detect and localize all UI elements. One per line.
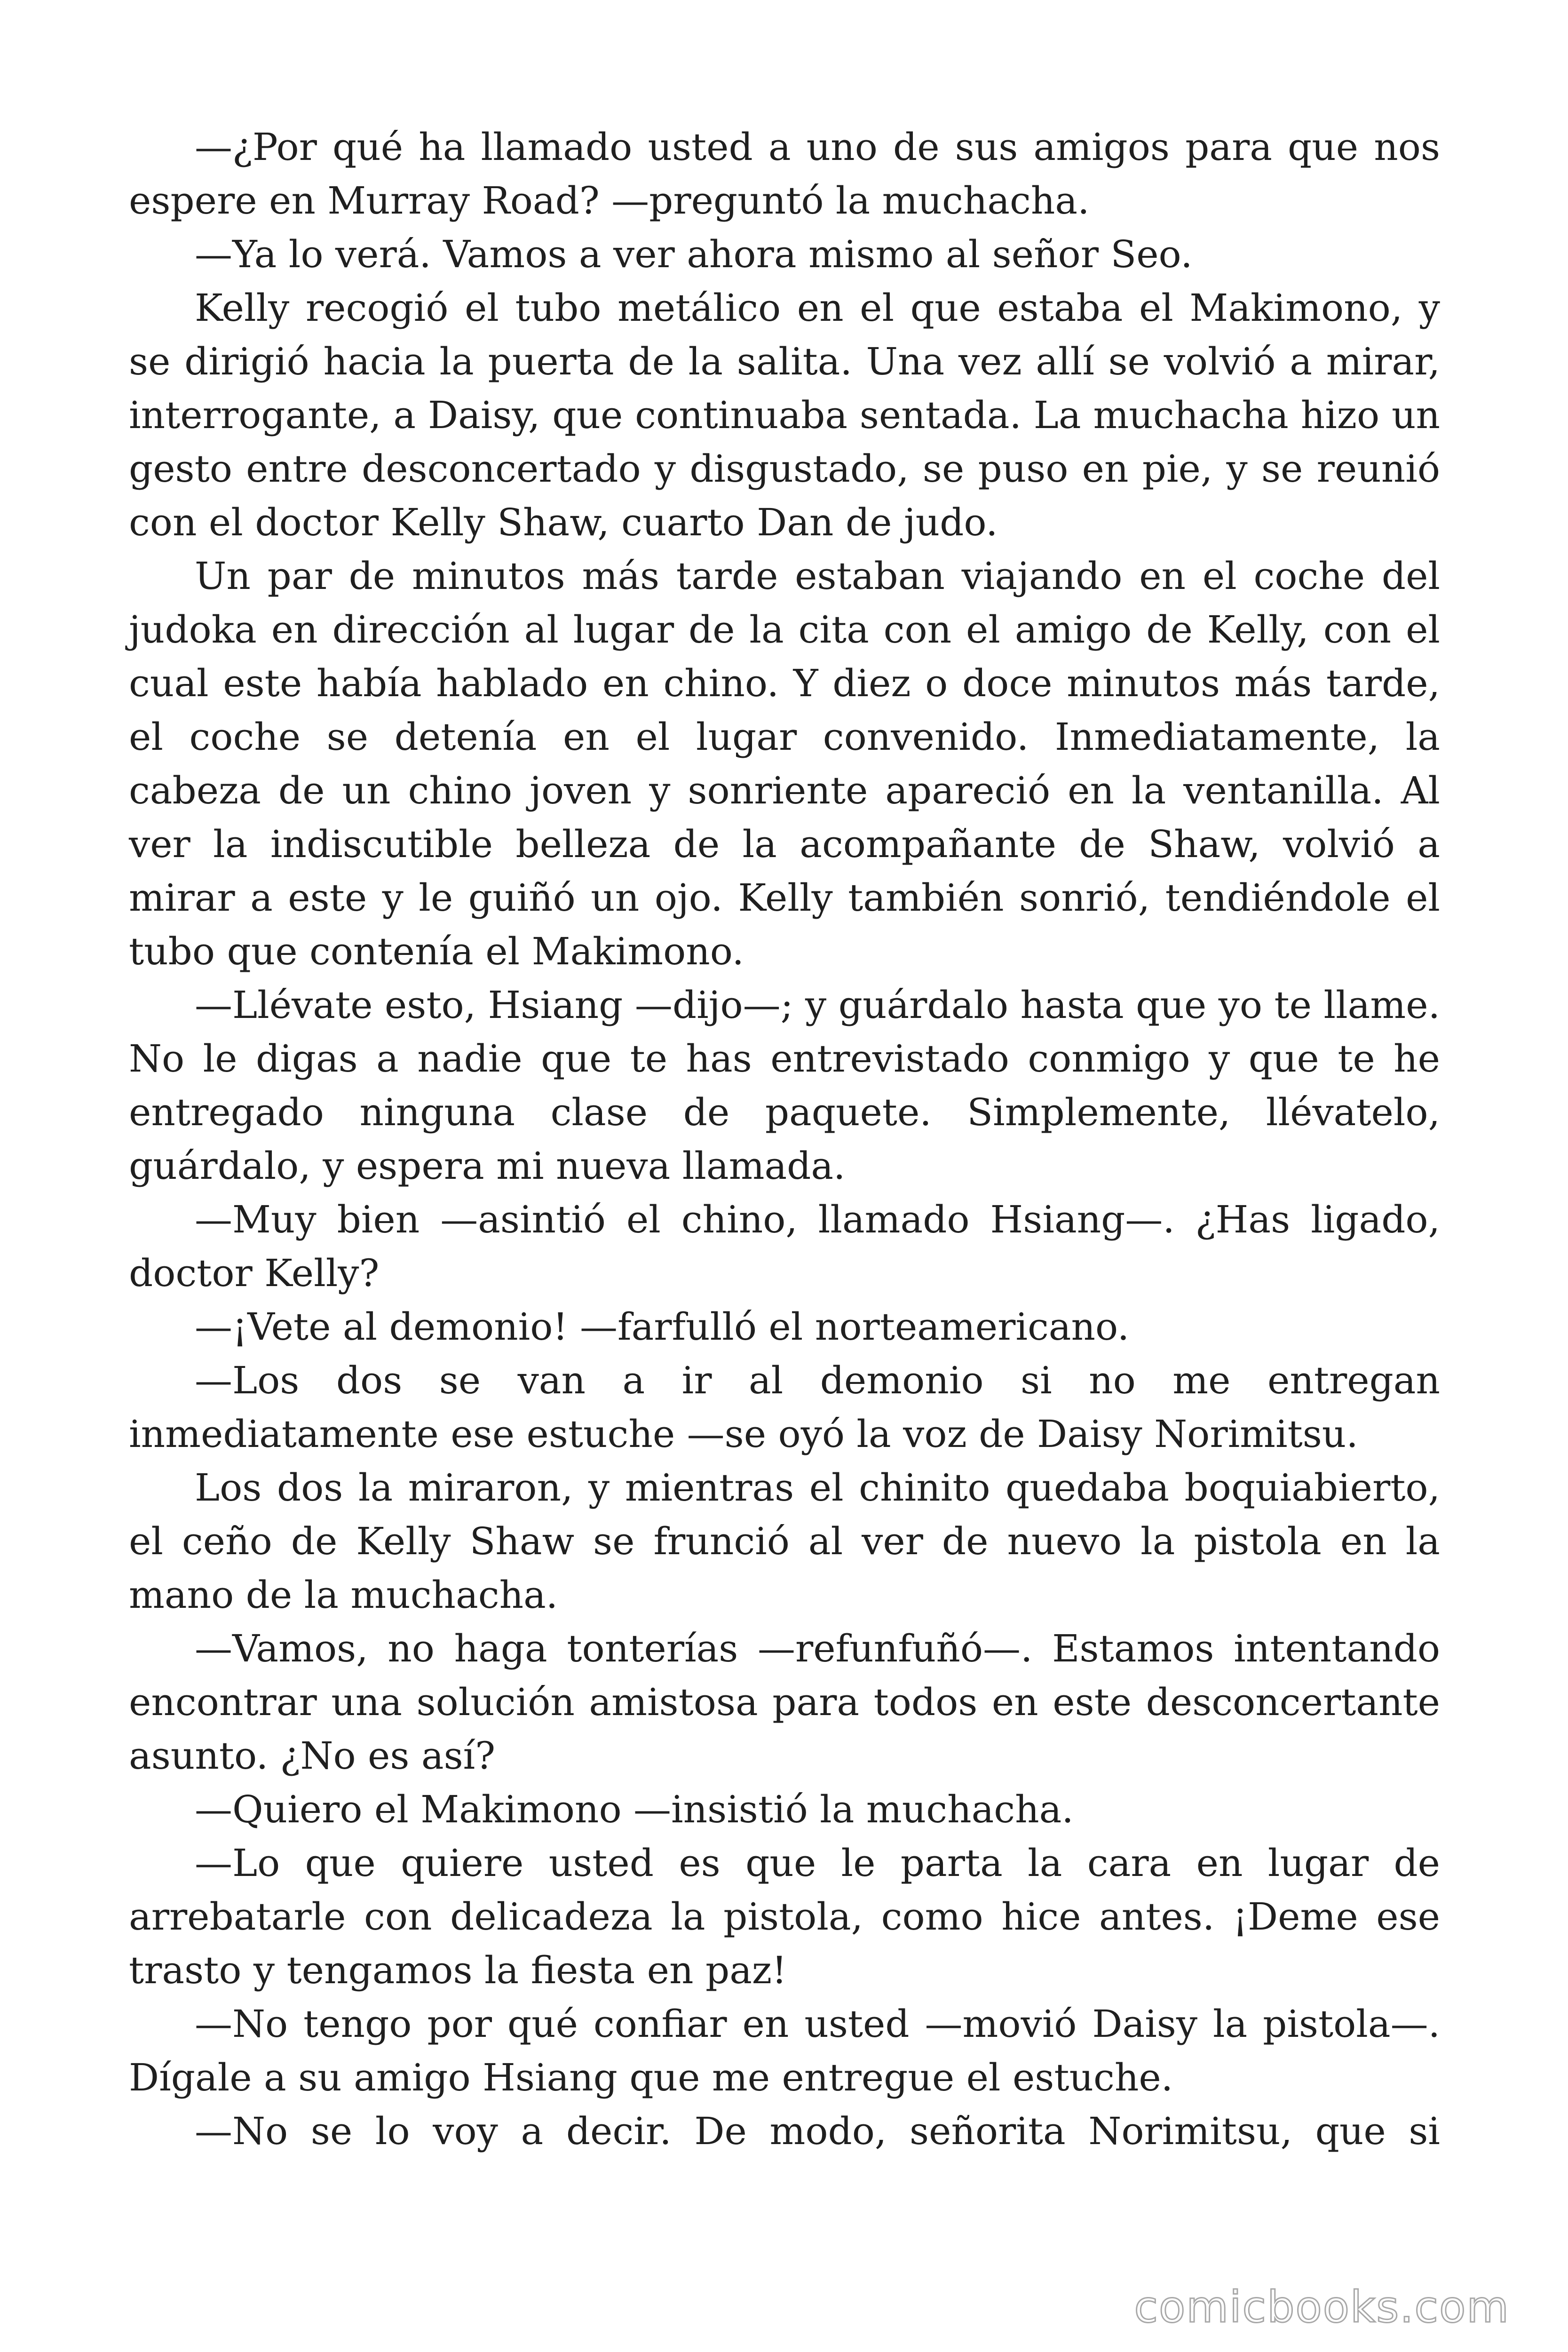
paragraph: —Quiero el Makimono —insistió la muchacha. <box>195 1788 1074 1831</box>
paragraph: —¡Vete al demonio! —farfulló el norteamericano. <box>195 1305 1130 1349</box>
paragraph: —Muy bien —asintió el chino, llamado Hsiang—. ¿Has ligado, doctor Kelly? <box>129 1198 1440 1295</box>
paragraph: —¿Por qué ha llamado usted a uno de sus amigos para que nos espere en Murray Road? —preguntó la muchacha. <box>129 125 1440 222</box>
paragraph: Un par de minutos más tarde estaban viajando en el coche del judoka en dirección al lugar de la cita con el amigo de Kelly, con el cual este había hablado en chino. Y diez o doce minutos más tarde, el coche se detenía en el lugar convenido. Inmediatamente, la cabeza de un chino joven y sonriente apareció en la ventanilla. Al ver la indiscutible belleza de la acompañante de Shaw, volvió a mirar a este y le guiñó un ojo. Kelly también sonrió, tendiéndole el tubo que contenía el Makimono. <box>129 554 1440 973</box>
watermark: comicbooks.com <box>1134 2282 1510 2332</box>
paragraph: —No tengo por qué confiar en usted —movió Daisy la pistola—. Dígale a su amigo Hsiang que me entregue el estuche. <box>129 2002 1440 2099</box>
paragraph-last: —No se lo voy a decir. De modo, señorita Norimitsu, que si <box>195 2109 1440 2153</box>
body-text <box>129 120 1440 2158</box>
paragraph: —Vamos, no haga tonterías —refunfuñó—. Estamos intentando encontrar una solución amistosa para todos en este desconcertante asunto. ¿No es así? <box>129 1627 1440 1778</box>
paragraph: —Llévate esto, Hsiang —dijo—; y guárdalo hasta que yo te llame. No le digas a nadie que te has entrevistado conmigo y que te he entregado ninguna clase de paquete. Simplemente, llévatelo, guárdalo, y espera mi nueva llamada. <box>129 983 1440 1188</box>
paragraph: —Ya lo verá. Vamos a ver ahora mismo al señor Seo. <box>195 232 1193 276</box>
paragraph: —Lo que quiere usted es que le parta la cara en lugar de arrebatarle con delicadeza la pistola, como hice antes. ¡Deme ese trasto y tengamos la fiesta en paz! <box>129 1841 1440 1992</box>
paragraph: —Los dos se van a ir al demonio si no me entregan inmediatamente ese estuche —se oyó la voz de Daisy Norimitsu. <box>129 1359 1440 1456</box>
paragraph: Los dos la miraron, y mientras el chinito quedaba boquiabierto, el ceño de Kelly Shaw se frunció al ver de nuevo la pistola en la mano de la muchacha. <box>129 1466 1440 1617</box>
paragraph: Kelly recogió el tubo metálico en el que estaba el Makimono, y se dirigió hacia la puerta de la salita. Una vez allí se volvió a mirar, interrogante, a Daisy, que continuaba sentada. La muchacha hizo un gesto entre desconcertado y disgustado, se puso en pie, y se reunió con el doctor Kelly Shaw, cuarto Dan de judo. <box>129 286 1440 544</box>
